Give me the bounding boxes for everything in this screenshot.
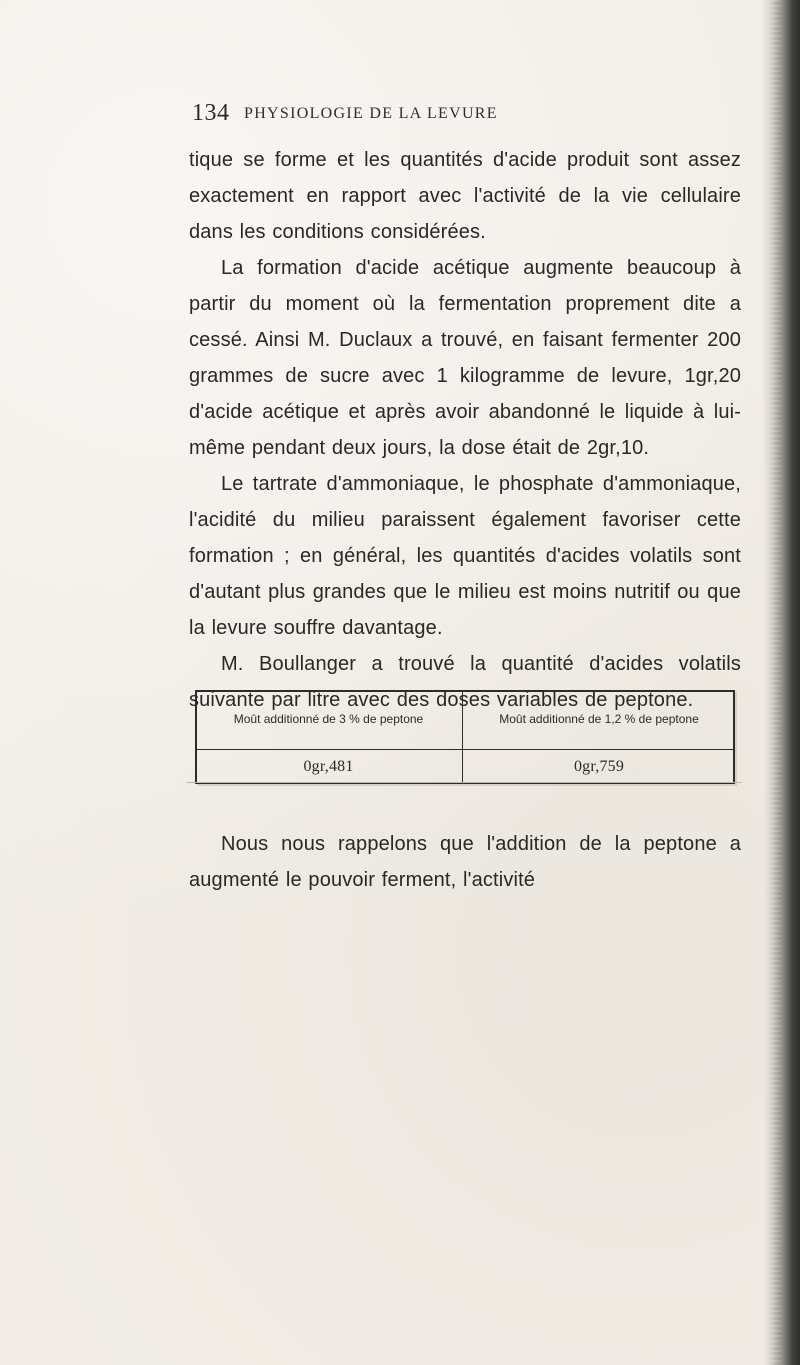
page-header [192, 100, 752, 130]
paragraph-1: tique se forme et les quantités d'acide produit sont assez exactement en rapport avec l'activité de la vie cellulaire dans les conditions considérées. [189, 149, 741, 243]
table-value-left: 0gr,481 [195, 750, 463, 784]
table-grid [195, 690, 735, 784]
body-text-continued [189, 826, 741, 898]
table-header-right: Moût additionné de 1,2 % de peptone [463, 690, 735, 750]
paragraph-4: M. Boullanger a trouvé la quantité d'acides volatils suivante par litre avec des doses variables de peptone. [189, 653, 741, 711]
running-title: PHYSIOLOGIE DE LA LEVURE [244, 105, 498, 122]
peptone-acid-table [195, 690, 735, 784]
paragraph-3: Le tartrate d'ammoniaque, le phosphate d'ammoniaque, l'acidité du milieu paraissent également favoriser cette formation ; en général, les quantités d'acides volatils sont d'autant plus grandes que le milieu est moins nutritif ou que la levure souffre davantage. [189, 473, 741, 639]
table-bottom-rule [186, 782, 742, 783]
table-value-right: 0gr,759 [573, 758, 625, 775]
page-number: 134 [192, 100, 230, 126]
paragraph-5: Nous nous rappelons que l'addition de la peptone a augmenté le pouvoir ferment, l'activité [189, 833, 741, 891]
paragraph-2: La formation d'acide acétique augmente beaucoup à partir du moment où la fermentation proprement dite a cessé. Ainsi M. Duclaux a trouvé, en faisant fermenter 200 grammes de sucre avec 1 kilogramme de levure, 1gr,20 d'acide acétique et après avoir abandonné le liquide à lui-même pendant deux jours, la dose était de 2gr,10. [189, 257, 741, 459]
table-header-left: Moût additionné de 3 % de peptone [195, 690, 463, 750]
body-text [189, 142, 741, 718]
page-edge-shadow [762, 0, 800, 1365]
